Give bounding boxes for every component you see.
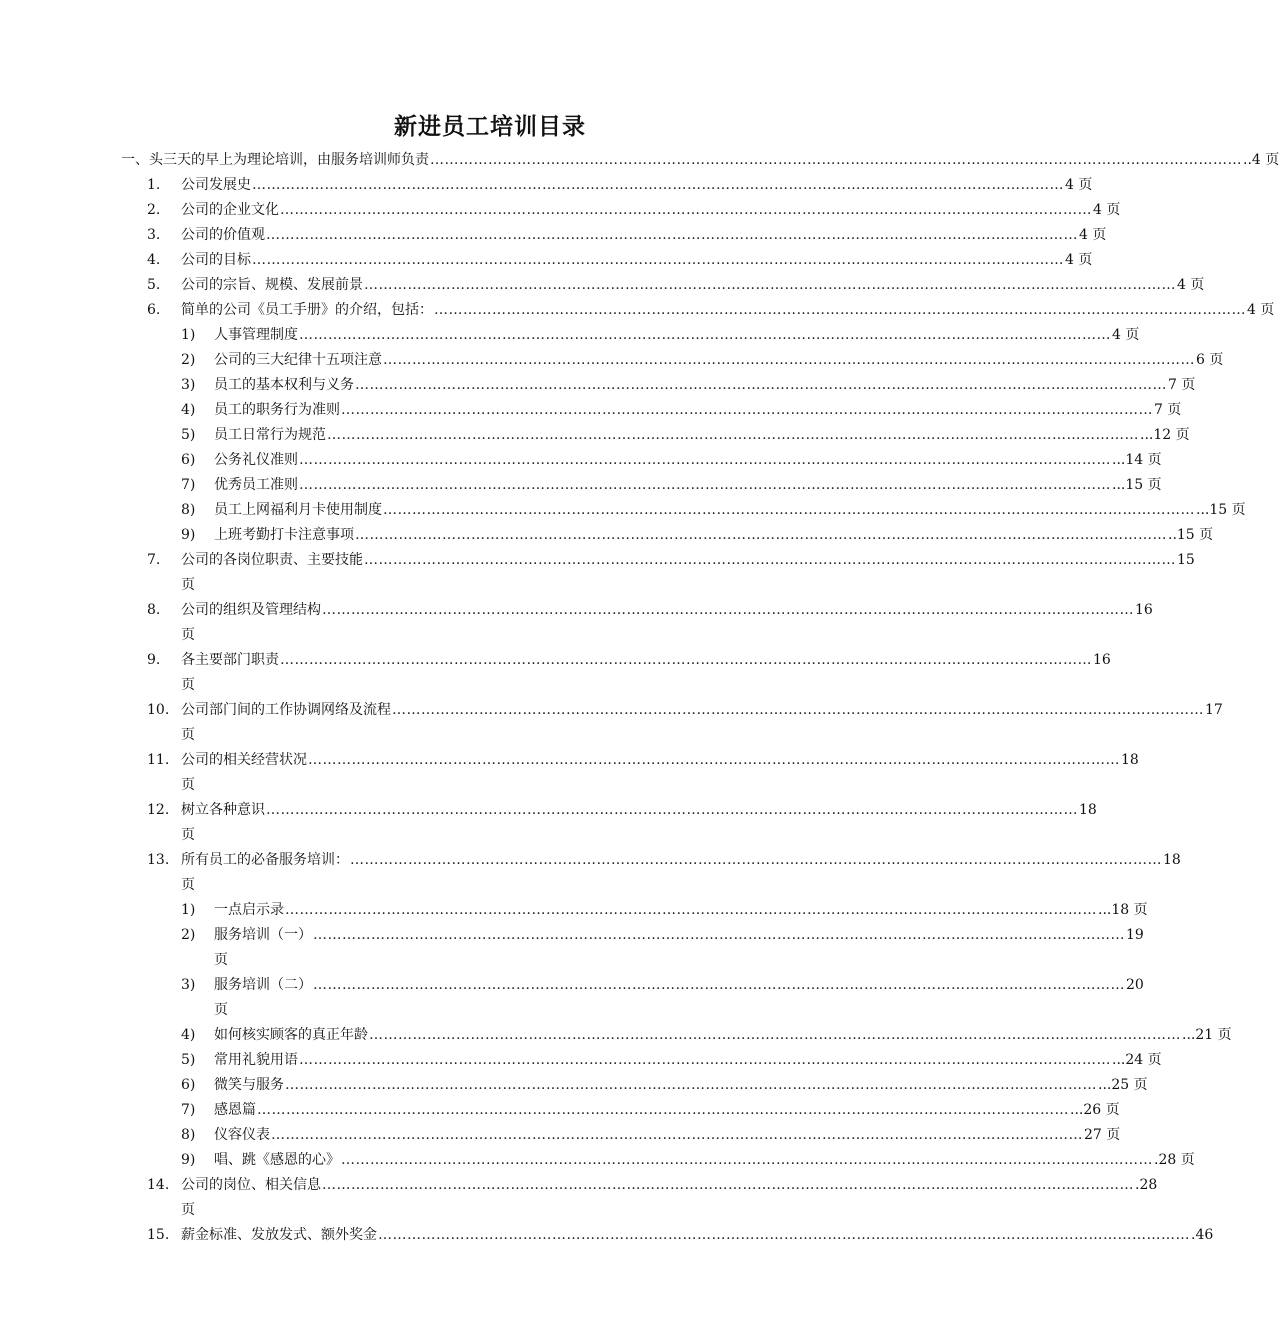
toc-entry-title: 公司的相关经营状况 <box>181 752 307 768</box>
toc-dot-leader: …………………………………………………………………………………………………………………………………………………… <box>299 327 1111 343</box>
toc-entry-line <box>214 523 1214 548</box>
toc-entry-line <box>121 148 1279 173</box>
toc-entry-line <box>214 898 1148 923</box>
toc-entry-number: 4) <box>181 1027 196 1043</box>
toc-entry-page: ...12 页 <box>1140 427 1190 443</box>
toc-entry-page-unit: 页 <box>181 627 195 643</box>
toc-entry-line <box>181 548 1195 573</box>
toc-entry <box>0 1073 1148 1098</box>
toc-entry-page: .28 <box>1135 1177 1158 1193</box>
toc-entry-number: 3) <box>181 377 196 393</box>
toc-dot-leader: …………………………………………………………………………………………………………………………………………………… <box>341 402 1153 418</box>
toc-entry-title: 人事管理制度 <box>214 327 298 343</box>
toc-entry-page: 16 <box>1135 602 1153 618</box>
toc-entry-number: 4) <box>181 402 196 418</box>
toc-entry <box>0 798 1097 848</box>
toc-entry <box>0 248 1093 273</box>
toc-entry-title: 服务培训（一） <box>214 927 312 943</box>
toc-entry-page: 18 <box>1163 852 1181 868</box>
toc-entry <box>0 423 1190 448</box>
toc-entry-page: ..4 页 <box>1243 152 1279 168</box>
toc-entry-page: 15 <box>1177 552 1195 568</box>
toc-entry-number: 14. <box>147 1177 170 1193</box>
toc-entry-line <box>214 423 1190 448</box>
toc-dot-leader: …………………………………………………………………………………………………………………………………………………… <box>280 652 1092 668</box>
toc-dot-leader: …………………………………………………………………………………………………………………………………………………… <box>257 1102 1069 1118</box>
toc-dot-leader: …………………………………………………………………………………………………………………………………………………… <box>383 352 1195 368</box>
toc-entry-page: 27 页 <box>1084 1127 1121 1143</box>
toc-entry <box>0 323 1140 348</box>
toc-entry-page-unit: 页 <box>181 727 195 743</box>
toc-entry-line <box>181 1223 1214 1248</box>
toc-entry-line <box>214 473 1162 498</box>
toc-entry-line <box>214 1148 1195 1173</box>
toc-entry-line <box>181 798 1097 823</box>
toc-entry-page-unit: 页 <box>181 777 195 793</box>
toc-entry-title: 服务培训（二） <box>214 977 312 993</box>
toc-entry-line <box>214 323 1140 348</box>
toc-entry <box>0 898 1148 923</box>
toc-entry <box>0 473 1162 498</box>
toc-entry-number: 5. <box>147 277 161 293</box>
toc-entry-number: 8) <box>181 1127 196 1143</box>
toc-entry <box>0 1123 1121 1148</box>
toc-dot-leader: …………………………………………………………………………………………………………………………………………………… <box>434 302 1246 318</box>
toc-entry <box>0 348 1224 373</box>
toc-entry-number: 1. <box>147 177 161 193</box>
toc-entry-page: 19 <box>1126 927 1144 943</box>
toc-entry-number: 6. <box>147 302 161 318</box>
toc-entry-title: 唱、跳《感恩的心》 <box>214 1152 340 1168</box>
toc-entry-page-unit: 页 <box>214 952 228 968</box>
toc-entry <box>0 1148 1195 1173</box>
toc-entry-title: 公司部门间的工作协调网络及流程 <box>181 702 391 718</box>
toc-dot-leader: …………………………………………………………………………………………………………………………………………………… <box>322 602 1134 618</box>
toc-dot-leader: …………………………………………………………………………………………………………………………………………………… <box>355 377 1167 393</box>
toc-entry-number: 7) <box>181 477 196 493</box>
toc-dot-leader: …………………………………………………………………………………………………………………………………………………… <box>355 527 1167 543</box>
toc-entry-page-unit: 页 <box>181 827 195 843</box>
toc-dot-leader: …………………………………………………………………………………………………………………………………………………… <box>322 1177 1134 1193</box>
toc-entry-title: 公司的三大纪律十五项注意 <box>214 352 382 368</box>
toc-entry-number: 11. <box>147 752 170 768</box>
toc-dot-leader: …………………………………………………………………………………………………………………………………………………… <box>266 802 1078 818</box>
toc-entry-title: 公司的岗位、相关信息 <box>181 1177 321 1193</box>
toc-dot-leader: …………………………………………………………………………………………………………………………………………………… <box>271 1127 1083 1143</box>
toc-entry-page: 20 <box>1126 977 1144 993</box>
toc-entry-line <box>214 398 1182 423</box>
toc-dot-leader: …………………………………………………………………………………………………………………………………………………… <box>430 152 1242 168</box>
toc-entry-title: 一、头三天的早上为理论培训，由服务培训师负责 <box>121 152 429 168</box>
toc-entry <box>0 1098 1120 1123</box>
toc-entry-title: 仪容仪表 <box>214 1127 270 1143</box>
toc-dot-leader: …………………………………………………………………………………………………………………………………………………… <box>280 202 1092 218</box>
toc-entry-number: 13. <box>147 852 170 868</box>
toc-entry-page: ...25 页 <box>1098 1077 1148 1093</box>
toc-entry <box>0 698 1223 748</box>
toc-entry <box>0 1173 1158 1223</box>
toc-entry-line <box>214 973 1144 998</box>
toc-entry-line <box>181 748 1139 773</box>
toc-entry-page: .46 <box>1191 1227 1214 1243</box>
toc-dot-leader: …………………………………………………………………………………………………………………………………………………… <box>369 1027 1181 1043</box>
toc-entry-page: ...14 页 <box>1112 452 1162 468</box>
toc-entry-page: 4 页 <box>1065 252 1093 268</box>
toc-entry-title: 员工的基本权利与义务 <box>214 377 354 393</box>
toc-entry-number: 5) <box>181 1052 196 1068</box>
toc-entry <box>0 1223 1214 1248</box>
toc-entry-page: .28 页 <box>1154 1152 1195 1168</box>
toc-entry-page: 17 <box>1205 702 1223 718</box>
toc-entry-title: 公司的宗旨、规模、发展前景 <box>181 277 363 293</box>
toc-entry-title: 微笑与服务 <box>214 1077 284 1093</box>
toc-entry-line <box>214 1023 1232 1048</box>
toc-entry-number: 4. <box>147 252 161 268</box>
toc-dot-leader: …………………………………………………………………………………………………………………………………………………… <box>350 852 1162 868</box>
toc-entry-page: 6 页 <box>1196 352 1224 368</box>
toc-entry-line <box>181 298 1275 323</box>
toc-entry-title: 简单的公司《员工手册》的介绍，包括： <box>181 302 433 318</box>
toc-entry-line <box>181 273 1205 298</box>
toc-dot-leader: …………………………………………………………………………………………………………………………………………………… <box>341 1152 1153 1168</box>
toc-dot-leader: …………………………………………………………………………………………………………………………………………………… <box>285 902 1097 918</box>
toc-entry-page: 16 <box>1093 652 1111 668</box>
toc-entry-title: 薪金标准、发放发式、额外奖金 <box>181 1227 377 1243</box>
toc-entry-page: 7 页 <box>1154 402 1182 418</box>
toc-entry-number: 3) <box>181 977 196 993</box>
toc-entry-page: 4 页 <box>1247 302 1275 318</box>
page-title: 新进员工培训目录 <box>394 114 586 140</box>
toc-entry <box>0 1048 1162 1073</box>
toc-entry-page: 7 页 <box>1168 377 1196 393</box>
toc-entry <box>0 748 1139 798</box>
toc-entry-page: 4 页 <box>1093 202 1121 218</box>
toc-entry <box>0 648 1111 698</box>
toc-entry-line <box>181 648 1111 673</box>
toc-dot-leader: …………………………………………………………………………………………………………………………………………………… <box>308 752 1120 768</box>
toc-entry-page: ..15 页 <box>1168 527 1214 543</box>
toc-entry-page: ...15 页 <box>1112 477 1162 493</box>
toc-entry-line <box>181 198 1121 223</box>
toc-dot-leader: …………………………………………………………………………………………………………………………………………………… <box>364 552 1176 568</box>
toc-entry-title: 感恩篇 <box>214 1102 256 1118</box>
toc-entry-page: ...24 页 <box>1112 1052 1162 1068</box>
toc-entry-title: 公务礼仪准则 <box>214 452 298 468</box>
toc-entry-page-unit: 页 <box>181 577 195 593</box>
toc-entry-page: 4 页 <box>1079 227 1107 243</box>
toc-entry-title: 公司发展史 <box>181 177 251 193</box>
toc-dot-leader: …………………………………………………………………………………………………………………………………………………… <box>313 977 1125 993</box>
toc-dot-leader: …………………………………………………………………………………………………………………………………………………… <box>378 1227 1190 1243</box>
toc-entry <box>0 548 1195 598</box>
toc-entry-page-unit: 页 <box>181 1202 195 1218</box>
toc-entry-title: 一点启示录 <box>214 902 284 918</box>
toc-entry-title: 所有员工的必备服务培训： <box>181 852 349 868</box>
toc-dot-leader: …………………………………………………………………………………………………………………………………………………… <box>299 452 1111 468</box>
toc-entry-page-unit: 页 <box>181 677 195 693</box>
toc-entry-page: 4 页 <box>1112 327 1140 343</box>
toc-entry-number: 7. <box>147 552 161 568</box>
toc-entry-title: 上班考勤打卡注意事项 <box>214 527 354 543</box>
toc-entry <box>0 173 1093 198</box>
toc-dot-leader: …………………………………………………………………………………………………………………………………………………… <box>364 277 1176 293</box>
toc-entry <box>0 398 1182 423</box>
toc-entry <box>0 923 1144 973</box>
toc-entry-number: 6) <box>181 1077 196 1093</box>
toc-entry <box>0 198 1121 223</box>
toc-entry-number: 15. <box>147 1227 170 1243</box>
toc-entry-page: ...21 页 <box>1182 1027 1232 1043</box>
toc-entry-number: 8. <box>147 602 161 618</box>
toc-entry-title: 如何核实顾客的真正年龄 <box>214 1027 368 1043</box>
toc-entry <box>0 973 1144 1023</box>
toc-entry <box>0 523 1214 548</box>
toc-entry-line <box>214 1048 1162 1073</box>
toc-entry-line <box>181 698 1223 723</box>
toc-entry-page: ...26 页 <box>1070 1102 1120 1118</box>
table-of-contents <box>0 148 1279 1248</box>
toc-entry-number: 7) <box>181 1102 196 1118</box>
toc-dot-leader: …………………………………………………………………………………………………………………………………………………… <box>327 427 1139 443</box>
toc-entry-number: 12. <box>147 802 170 818</box>
toc-entry-number: 2) <box>181 927 196 943</box>
toc-entry-number: 3. <box>147 227 161 243</box>
toc-entry-line <box>214 1123 1121 1148</box>
toc-entry <box>0 1023 1232 1048</box>
toc-entry-title: 公司的目标 <box>181 252 251 268</box>
toc-entry <box>0 848 1181 898</box>
toc-dot-leader: …………………………………………………………………………………………………………………………………………………… <box>285 1077 1097 1093</box>
toc-entry-number: 6) <box>181 452 196 468</box>
toc-entry-number: 10. <box>147 702 170 718</box>
toc-entry-title: 公司的组织及管理结构 <box>181 602 321 618</box>
toc-dot-leader: …………………………………………………………………………………………………………………………………………………… <box>392 702 1204 718</box>
toc-entry <box>0 373 1196 398</box>
toc-dot-leader: …………………………………………………………………………………………………………………………………………………… <box>383 502 1195 518</box>
toc-entry-page-unit: 页 <box>214 1002 228 1018</box>
toc-entry-page: ...15 页 <box>1196 502 1246 518</box>
toc-entry-title: 公司的各岗位职责、主要技能 <box>181 552 363 568</box>
toc-entry <box>0 448 1162 473</box>
toc-entry-number: 1) <box>181 327 196 343</box>
toc-entry-title: 各主要部门职责 <box>181 652 279 668</box>
toc-dot-leader: …………………………………………………………………………………………………………………………………………………… <box>313 927 1125 943</box>
toc-dot-leader: …………………………………………………………………………………………………………………………………………………… <box>299 477 1111 493</box>
toc-entry <box>0 148 1279 173</box>
toc-entry-line <box>214 1098 1120 1123</box>
toc-entry <box>0 598 1153 648</box>
toc-entry-number: 2) <box>181 352 196 368</box>
toc-entry-page: 18 <box>1079 802 1097 818</box>
toc-dot-leader: …………………………………………………………………………………………………………………………………………………… <box>252 177 1064 193</box>
toc-entry <box>0 223 1107 248</box>
toc-entry-number: 9) <box>181 1152 196 1168</box>
toc-entry-title: 公司的企业文化 <box>181 202 279 218</box>
toc-entry-line <box>181 598 1153 623</box>
toc-entry-line <box>214 498 1246 523</box>
toc-entry-number: 1) <box>181 902 196 918</box>
toc-entry-title: 员工上网福利月卡使用制度 <box>214 502 382 518</box>
toc-entry-line <box>214 373 1196 398</box>
toc-entry-line <box>181 848 1181 873</box>
toc-entry-title: 员工日常行为规范 <box>214 427 326 443</box>
toc-entry-number: 2. <box>147 202 161 218</box>
toc-entry-line <box>214 348 1224 373</box>
toc-entry-page-unit: 页 <box>181 877 195 893</box>
toc-entry <box>0 273 1205 298</box>
toc-entry-line <box>181 223 1107 248</box>
toc-entry <box>0 298 1275 323</box>
toc-dot-leader: …………………………………………………………………………………………………………………………………………………… <box>266 227 1078 243</box>
toc-entry-line <box>214 448 1162 473</box>
toc-entry-line <box>214 1073 1148 1098</box>
toc-entry-line <box>181 1173 1158 1198</box>
toc-entry-page: 18 <box>1121 752 1139 768</box>
toc-entry-number: 9) <box>181 527 196 543</box>
toc-entry-title: 公司的价值观 <box>181 227 265 243</box>
toc-entry-number: 5) <box>181 427 196 443</box>
toc-entry-title: 树立各种意识 <box>181 802 265 818</box>
toc-entry-number: 8) <box>181 502 196 518</box>
toc-entry-line <box>181 173 1093 198</box>
toc-entry-line <box>181 248 1093 273</box>
toc-entry-number: 9. <box>147 652 161 668</box>
toc-dot-leader: …………………………………………………………………………………………………………………………………………………… <box>299 1052 1111 1068</box>
toc-entry-page: 4 页 <box>1065 177 1093 193</box>
toc-entry-page: ...18 页 <box>1098 902 1148 918</box>
toc-entry-title: 优秀员工准则 <box>214 477 298 493</box>
toc-entry-title: 常用礼貌用语 <box>214 1052 298 1068</box>
toc-entry-title: 员工的职务行为准则 <box>214 402 340 418</box>
toc-entry <box>0 498 1246 523</box>
toc-entry-line <box>214 923 1144 948</box>
toc-entry-page: 4 页 <box>1177 277 1205 293</box>
toc-dot-leader: …………………………………………………………………………………………………………………………………………………… <box>252 252 1064 268</box>
